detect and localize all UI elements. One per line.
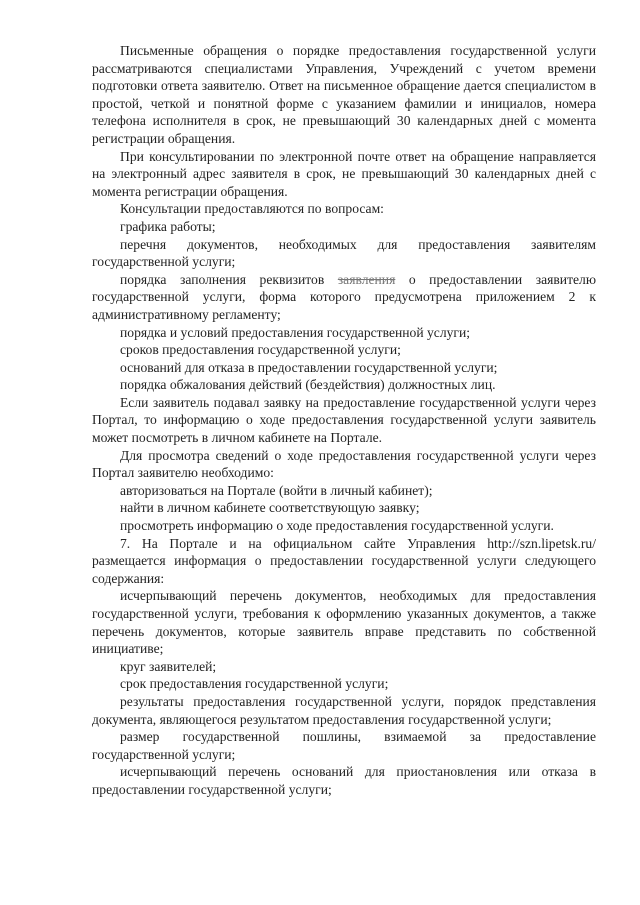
list-item-view-status: просмотреть информацию о ходе предоставления государственной услуги. — [120, 518, 554, 534]
list-item-work-schedule: графика работы; — [120, 218, 216, 234]
text-fragment: порядка заполнения реквизитов — [120, 271, 338, 287]
list-item-documents-list: перечня документов, необходимых для предоставления заявителям государственной услуги; — [92, 236, 596, 270]
list-item-exhaustive-documents: исчерпывающий перечень документов, необходимых для предоставления государственной услуги, требования к оформлению указанных документов, а также перечень документов, которые заявитель вправе представить по собственной инициативе; — [92, 588, 596, 657]
list-item-terms: сроков предоставления государственной услуги; — [120, 342, 401, 358]
list-item-authorize: авторизоваться на Портале (войти в личный кабинет); — [120, 482, 433, 498]
text-fragment: о предоставлении заявителю государственной услуги, форма которого предусмотрена приложением 2 к административному регламенту; — [92, 271, 596, 322]
list-item-find-request: найти в личном кабинете соответствующую заявку; — [120, 500, 420, 516]
list-item-procedure: порядка и условий предоставления государственной услуги; — [120, 324, 471, 340]
struck-word: заявления — [337, 271, 396, 287]
paragraph-section-7: 7. На Портале и на официальном сайте Управления http://szn.lipetsk.ru/ размещается информация о предоставлении государственной услуги следующего содержания: — [92, 535, 596, 586]
paragraph-portal-status: Если заявитель подавал заявку на предоставление государственной услуги через Портал, то информацию о ходе предоставления государственной услуги заявитель может посмотреть в личном кабинете на Портале. — [92, 394, 596, 446]
list-item-appeal: порядка обжалования действий (бездействия) должностных лиц. — [120, 377, 496, 393]
paragraph-consultation-topics: Консультации предоставляются по вопросам: — [120, 201, 384, 217]
list-item-refusal-grounds: оснований для отказа в предоставлении государственной услуги; — [120, 359, 498, 375]
paragraph-written-requests: Письменные обращения о порядке предоставления государственной услуги рассматриваются специалистами Управления, Учреждений с учетом времени подготовки ответа заявителю. Ответ на письменное обращение дается специалистом в простой, четкой и понятной форме с указанием фамилии и инициалов, номера телефона исполнителя в срок, не превышающий 30 календарных дней с момента регистрации обращения. — [92, 43, 596, 146]
list-item-suspension-grounds: исчерпывающий перечень оснований для приостановления или отказа в предоставлении государственной услуги; — [92, 764, 596, 797]
list-item-service-term: срок предоставления государственной услуги; — [120, 676, 389, 692]
document-page — [92, 42, 596, 799]
paragraph-portal-steps: Для просмотра сведений о ходе предоставления государственной услуги через Портал заявителю необходимо: — [92, 447, 596, 481]
paragraph-email-consulting: При консультировании по электронной почте ответ на обращение направляется на электронный адрес заявителя в срок, не превышающий 30 календарных дней с момента регистрации обращения. — [92, 148, 596, 199]
list-item-applicants: круг заявителей; — [120, 658, 217, 674]
list-item-results: результаты предоставления государственной услуги, порядок представления документа, являющегося результатом предоставления государственной услуги; — [92, 693, 596, 727]
list-item-state-fee: размер государственной пошлины, взимаемой за предоставление государственной услуги; — [92, 729, 596, 762]
list-item-form-filling — [92, 271, 596, 324]
